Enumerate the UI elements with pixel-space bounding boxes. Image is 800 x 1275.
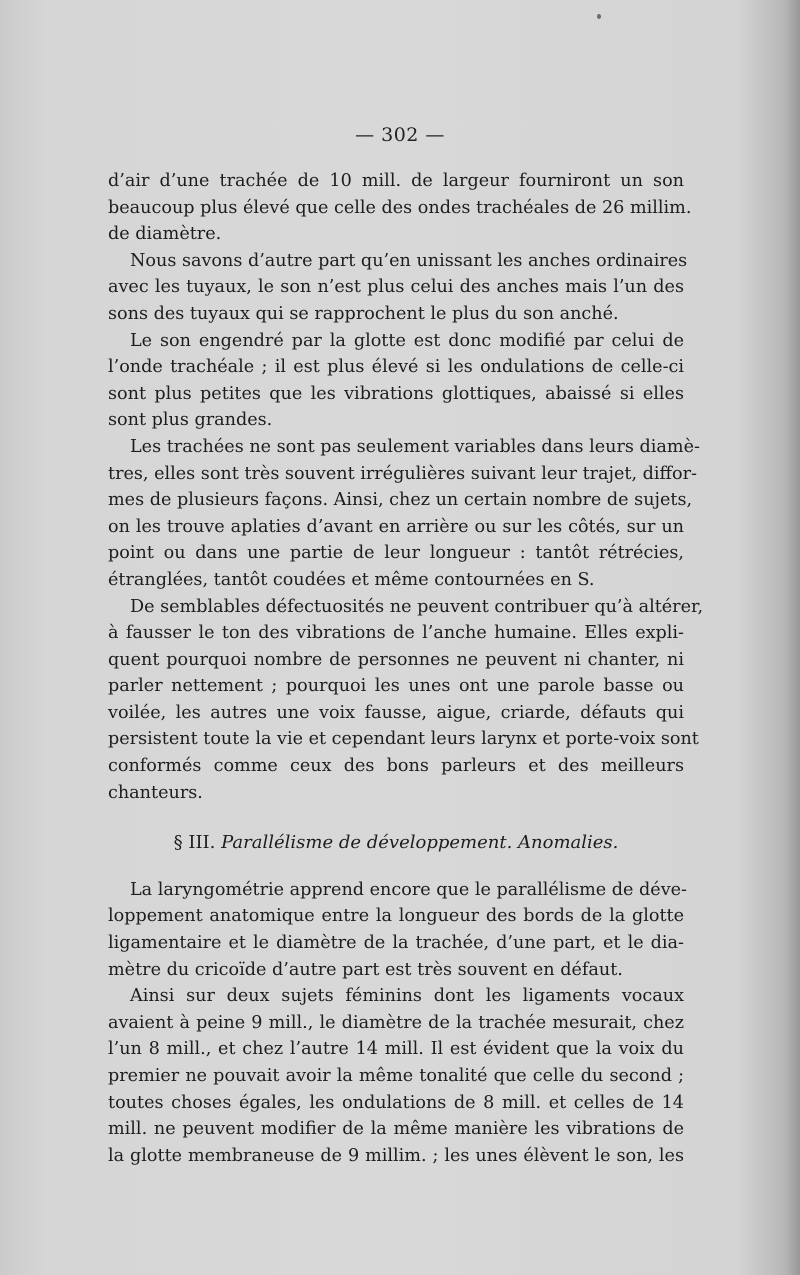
text-line: chanteurs. (108, 782, 203, 803)
paper-speck (597, 14, 601, 19)
text-line: la glotte membraneuse de 9 millim. ; les unes élèvent le son, les (108, 1145, 684, 1166)
paragraph (108, 877, 688, 983)
text-line: quent pourquoi nombre de personnes ne peuvent ni chanter, ni (108, 649, 684, 670)
section-title: Parallélisme de développement. Anomalies. (221, 832, 619, 854)
paragraphs-after-heading (108, 877, 688, 1170)
paragraph (108, 983, 684, 1169)
text-line: étranglées, tantôt coudées et même contournées en S. (108, 569, 595, 590)
text-line: beaucoup plus élevé que celle des ondes trachéales de 26 millim. (108, 197, 692, 218)
paragraph (108, 168, 692, 248)
text-line: Nous savons d’autre part qu’en unissant les anches ordinaires (130, 250, 688, 271)
text-line: toutes choses égales, les ondulations de 8 mill. et celles de 14 (108, 1092, 684, 1113)
text-line: d’air d’une trachée de 10 mill. de largeur fourniront un son (108, 171, 684, 191)
text-line: La laryngométrie apprend encore que le parallélisme de déve- (130, 879, 688, 900)
text-line: l’onde trachéale ; il est plus élevé si les ondulations de celle-ci (108, 357, 684, 378)
text-line: Le son engendré par la glotte est donc modifié par celui de (130, 330, 684, 351)
paragraphs-before-heading (108, 168, 704, 806)
text-line: ligamentaire et le diamètre de la trachée, d’une part, et le dia- (108, 933, 684, 954)
text-line: sont plus petites que les vibrations glottiques, abaissé si elles (108, 383, 684, 404)
section-heading (108, 830, 684, 857)
paragraph (108, 434, 700, 594)
text-line: voilée, les autres une voix fausse, aigue, criarde, défauts qui (108, 702, 684, 723)
text-line: parler nettement ; pourquoi les unes ont une parole basse ou (108, 676, 684, 697)
paragraph (108, 328, 684, 434)
body-text (108, 168, 704, 1169)
page-number: — 302 — (355, 124, 445, 146)
paragraph (108, 594, 704, 807)
text-line: à fausser le ton des vibrations de l’anche humaine. Elles expli- (108, 623, 684, 644)
text-line: tres, elles sont très souvent irrégulières suivant leur trajet, diffor- (108, 463, 698, 484)
text-line: premier ne pouvait avoir la même tonalité que celle du second ; (108, 1066, 684, 1086)
text-line: avaient à peine 9 mill., le diamètre de la trachée mesurait, chez (108, 1012, 684, 1033)
text-line: De semblables défectuosités ne peuvent contribuer qu’à altérer, (130, 596, 704, 617)
text-line: point ou dans une partie de leur longueur : tantôt rétrécies, (108, 543, 684, 564)
text-line: mes de plusieurs façons. Ainsi, chez un certain nombre de sujets, (108, 490, 693, 511)
text-line: sons des tuyaux qui se rapprochent le plus du son anché. (108, 303, 619, 324)
text-line: persistent toute la vie et cependant leurs larynx et porte-voix sont (108, 729, 699, 750)
text-line: de diamètre. (108, 224, 222, 245)
text-line: loppement anatomique entre la longueur des bords de la glotte (108, 906, 684, 927)
text-line: on les trouve aplaties d’avant en arrière ou sur les côtés, sur un (108, 516, 684, 537)
binding-shadow (786, 0, 800, 1275)
text-line: Les trachées ne sont pas seulement variables dans leurs diamè- (130, 436, 700, 457)
text-line: sont plus grandes. (108, 410, 273, 431)
paragraph (108, 248, 688, 328)
text-line: avec les tuyaux, le son n’est plus celui des anches mais l’un des (108, 277, 684, 298)
text-line: mill. ne peuvent modifier de la même manière les vibrations de (108, 1119, 684, 1140)
text-line: mètre du cricoïde d’autre part est très souvent en défaut. (108, 959, 623, 980)
section-label: § III. (173, 832, 216, 854)
text-line: l’un 8 mill., et chez l’autre 14 mill. Il est évident que la voix du (108, 1039, 684, 1060)
text-line: conformés comme ceux des bons parleurs et des meilleurs (108, 756, 684, 777)
text-line: Ainsi sur deux sujets féminins dont les ligaments vocaux (130, 986, 684, 1007)
